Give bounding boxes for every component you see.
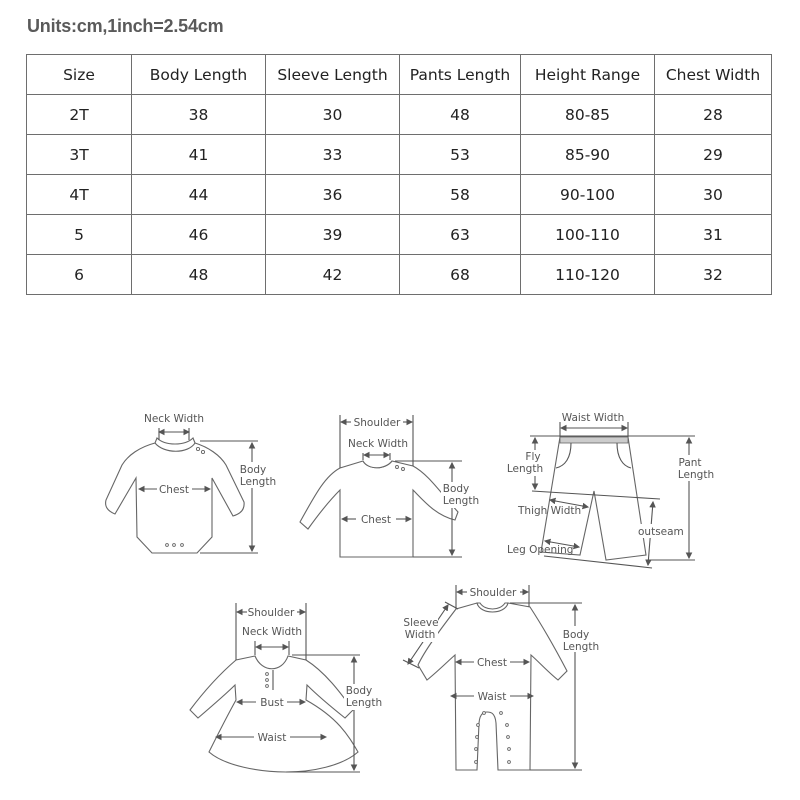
table-cell: 68	[400, 255, 521, 295]
table-cell: 29	[655, 135, 772, 175]
table-cell: 5	[27, 215, 132, 255]
table-cell: 38	[132, 95, 266, 135]
waist-label: Waist	[477, 691, 507, 703]
pants-diagram	[507, 412, 718, 568]
table-cell: 2T	[27, 95, 132, 135]
table-cell: 63	[400, 215, 521, 255]
neck-width-label: Neck Width	[241, 626, 303, 638]
dress-diagram	[190, 603, 384, 772]
column-header: Sleeve Length	[266, 55, 400, 95]
thigh-width-label: Thigh Width	[518, 505, 582, 517]
table-cell: 48	[400, 95, 521, 135]
chest-label: Chest	[158, 484, 190, 496]
column-header: Chest Width	[655, 55, 772, 95]
body-length-label: Body	[239, 464, 267, 476]
table-cell: 58	[400, 175, 521, 215]
svg-text:Length: Length	[677, 469, 715, 481]
bodysuit-diagram	[106, 413, 278, 553]
table-cell: 85-90	[521, 135, 655, 175]
table-cell: 110-120	[521, 255, 655, 295]
romper-diagram	[402, 585, 603, 770]
fly-length-label: Fly	[525, 451, 541, 463]
body-length-label: Body	[562, 629, 590, 641]
waist-width-label: Waist Width	[561, 412, 625, 424]
table-cell: 100-110	[521, 215, 655, 255]
chest-label: Chest	[360, 514, 392, 526]
table-cell: 80-85	[521, 95, 655, 135]
body-length-label: Body	[345, 685, 373, 697]
table-cell: 30	[266, 95, 400, 135]
leg-opening-label: Leg Opening	[507, 544, 574, 556]
pant-length-label: Pant	[678, 457, 702, 469]
waist-label: Waist	[257, 732, 287, 744]
chest-label: Chest	[476, 657, 508, 669]
table-cell: 53	[400, 135, 521, 175]
shoulder-label: Shoulder	[469, 587, 517, 599]
table-cell: 30	[655, 175, 772, 215]
body-length-label: Body	[442, 483, 470, 495]
shoulder-label: Shoulder	[353, 417, 401, 429]
svg-text:Length: Length	[562, 641, 600, 653]
column-header: Pants Length	[400, 55, 521, 95]
table-cell: 90-100	[521, 175, 655, 215]
bust-label: Bust	[260, 697, 284, 709]
table-cell: 42	[266, 255, 400, 295]
svg-text:Length: Length	[239, 476, 277, 488]
column-header: Height Range	[521, 55, 655, 95]
column-header: Size	[27, 55, 132, 95]
table-cell: 6	[27, 255, 132, 295]
sleeve-width-label: Sleeve	[403, 617, 439, 629]
shoulder-label: Shoulder	[247, 607, 295, 619]
table-cell: 4T	[27, 175, 132, 215]
table-cell: 44	[132, 175, 266, 215]
table-cell: 28	[655, 95, 772, 135]
neck-width-label: Neck Width	[143, 413, 205, 425]
table-cell: 39	[266, 215, 400, 255]
column-header: Body Length	[132, 55, 266, 95]
svg-text:Width: Width	[404, 629, 436, 641]
units-note: Units:cm,1inch=2.54cm	[27, 16, 224, 36]
shirt-diagram	[300, 415, 481, 557]
table-cell: 46	[132, 215, 266, 255]
table-cell: 3T	[27, 135, 132, 175]
table-cell: 32	[655, 255, 772, 295]
table-cell: 36	[266, 175, 400, 215]
table-cell: 41	[132, 135, 266, 175]
table-cell: 31	[655, 215, 772, 255]
outseam-label: outseam	[638, 526, 684, 538]
svg-text:Length: Length	[506, 463, 544, 475]
neck-width-label: Neck Width	[347, 438, 409, 450]
svg-text:Length: Length	[442, 495, 480, 507]
svg-text:Length: Length	[345, 697, 383, 709]
table-cell: 48	[132, 255, 266, 295]
table-cell: 33	[266, 135, 400, 175]
